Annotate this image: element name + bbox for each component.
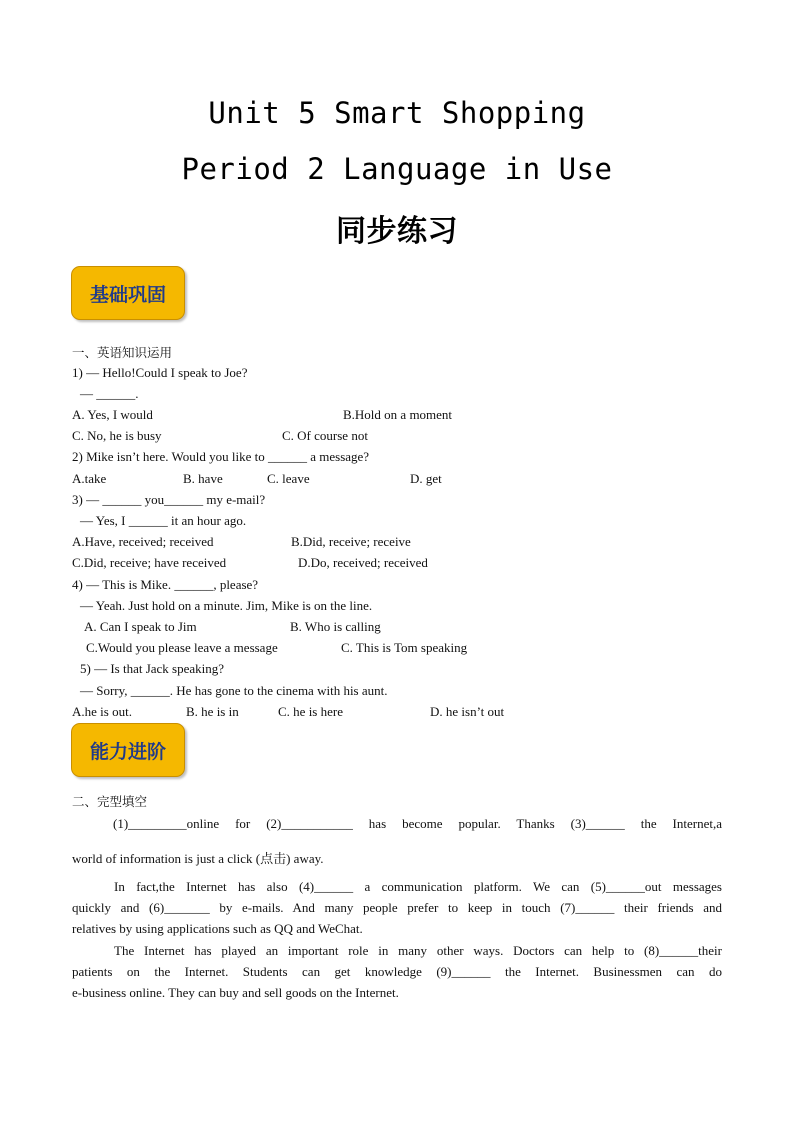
question-2-option-b: B. have (183, 471, 223, 486)
question-2-option-a: A.take (72, 471, 107, 486)
question-2-stem: 2) Mike isn’t here. Would you like to ______ a message? (72, 449, 370, 464)
question-5-option-a: A.he is out. (72, 704, 132, 719)
question-1-reply: — ______. (80, 386, 139, 401)
question-3-option-d: D.Do, received; received (298, 555, 428, 570)
question-4-option-b: B. Who is calling (290, 619, 381, 634)
question-1-option-a: A. Yes, I would (72, 407, 153, 422)
question-5-option-b: B. he is in (186, 704, 239, 719)
question-5-reply: — Sorry, ______. He has gone to the cinema with his aunt. (80, 683, 388, 698)
question-4-option-a: A. Can I speak to Jim (84, 619, 197, 634)
cloze-p2-line1: In fact,the Internet has also (4)______ a communication platform. We can (5)______out messages (114, 879, 722, 894)
question-4-option-c: C.Would you please leave a message (86, 640, 278, 655)
cloze-p3-line2: patients on the Internet. Students can get knowledge (9)______ the Internet. Businessmen can do (72, 964, 722, 979)
question-3-reply: — Yes, I ______ it an hour ago. (80, 513, 247, 528)
question-3-stem: 3) — ______ you______ my e-mail? (72, 492, 266, 507)
question-3-option-a: A.Have, received; received (72, 534, 214, 549)
cloze-p2-line2: quickly and (6)_______ by e-mails. And many people prefer to keep in touch (7)______ their friends and (72, 900, 722, 915)
unit-title: Unit 5 Smart Shopping (208, 96, 586, 130)
basic-consolidation-badge: 基础巩固 (71, 266, 185, 320)
period-title: Period 2 Language in Use (181, 152, 613, 186)
question-1-option-c: C. No, he is busy (72, 428, 162, 443)
cloze-p1-line2: world of information is just a click (点击) away. (72, 851, 324, 866)
question-2-option-c: C. leave (267, 471, 310, 486)
cloze-p3-line1: The Internet has played an important role in many other ways. Doctors can help to (8)______their (114, 943, 722, 958)
section2-heading: 二、完型填空 (72, 794, 148, 809)
question-4-option-d: C. This is Tom speaking (341, 640, 468, 655)
question-2-option-d: D. get (410, 471, 442, 486)
cloze-p3-line3: e-business online. They can buy and sell goods on the Internet. (72, 985, 399, 1000)
cloze-p1-line1: (1)_________online for (2)___________ has become popular. Thanks (3)______ the Internet,a (113, 816, 722, 831)
exercise-title: 同步练习 (336, 214, 458, 249)
ability-advance-badge: 能力进阶 (71, 723, 185, 777)
question-3-option-b: B.Did, receive; receive (291, 534, 411, 549)
question-1-option-d: C. Of course not (282, 428, 368, 443)
section1-heading: 一、英语知识运用 (72, 345, 173, 360)
question-3-option-c: C.Did, receive; have received (72, 555, 227, 570)
cloze-p2-line3: relatives by using applications such as QQ and WeChat. (72, 921, 363, 936)
question-1-stem: 1) — Hello!Could I speak to Joe? (72, 365, 248, 380)
question-5-option-c: C. he is here (278, 704, 343, 719)
question-4-reply: — Yeah. Just hold on a minute. Jim, Mike is on the line. (80, 598, 373, 613)
question-5-option-d: D. he isn’t out (430, 704, 505, 719)
question-5-stem: 5) — Is that Jack speaking? (80, 661, 225, 676)
question-1-option-b: B.Hold on a moment (343, 407, 453, 422)
question-4-stem: 4) — This is Mike. ______, please? (72, 577, 259, 592)
